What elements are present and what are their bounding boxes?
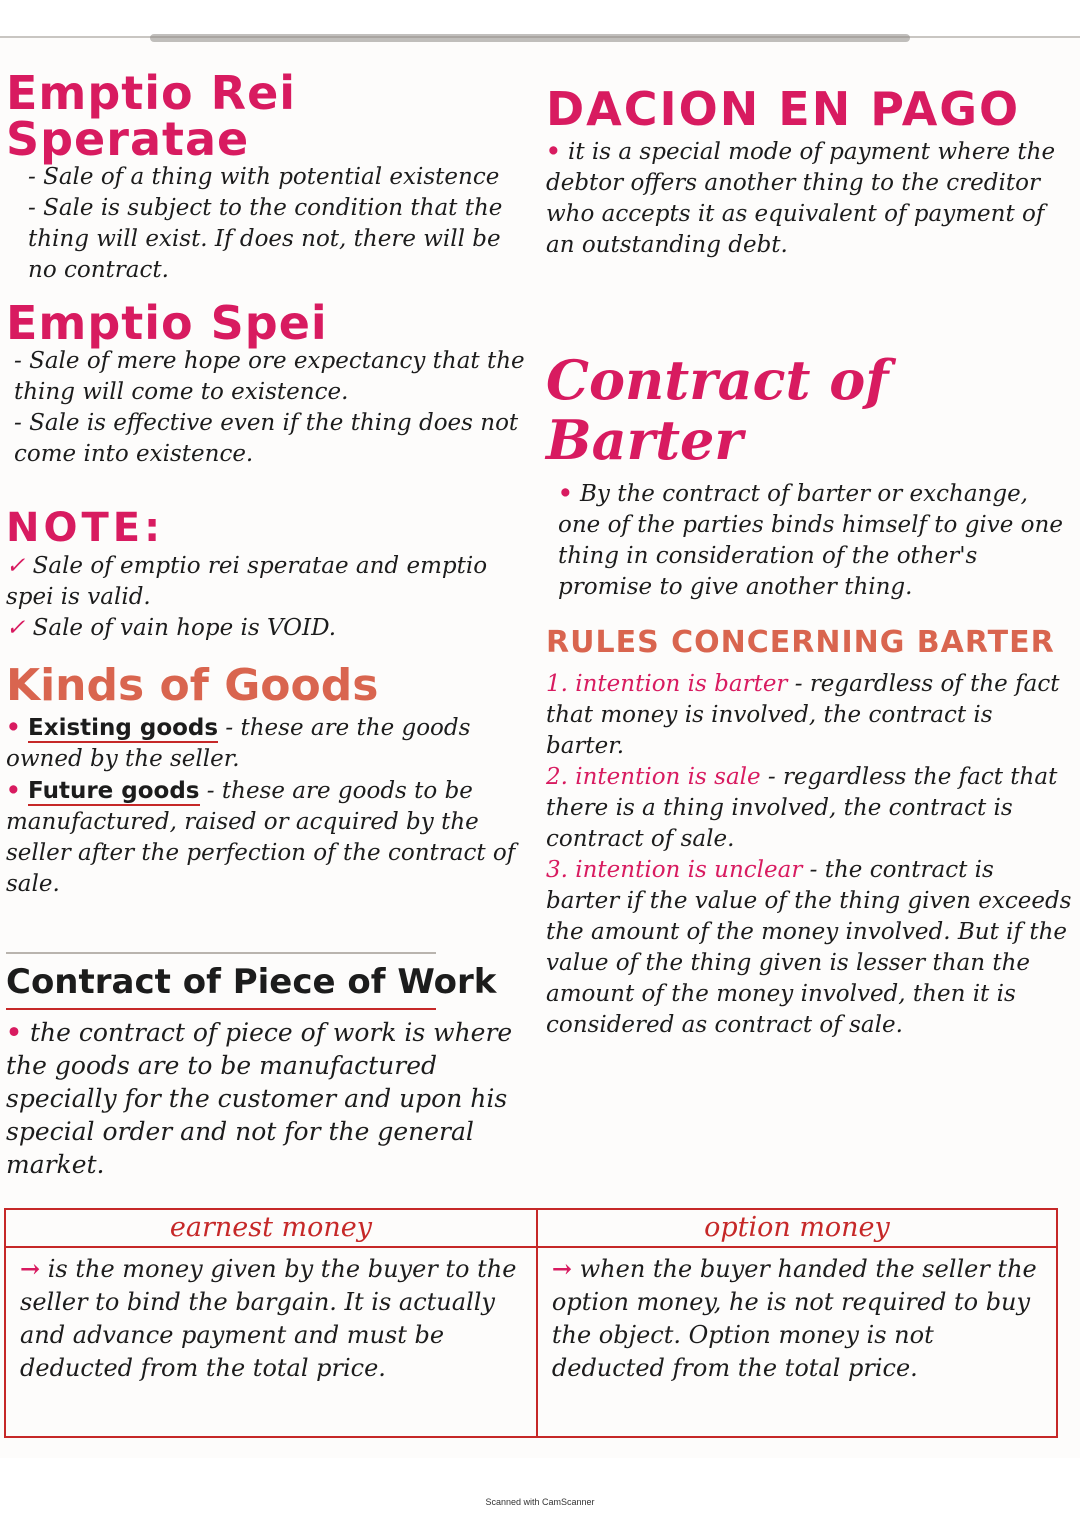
rule-item-1 [546,669,1072,762]
future-goods-item [6,775,534,900]
emptio-spei-line-2: - Sale is effective even if the thing does not come into existence. [14,410,519,467]
bullet-dot-icon: • [558,480,573,507]
rule-text: - regardless of the fact that money is involved, the contract is barter. [546,671,1060,759]
emptio-rei-section [6,66,534,286]
rule-number: 3. [546,857,568,883]
option-money-text: → when the buyer handed the seller the option money, he is not required to buy the object. Option money is not deducted from the total price. [551,1254,1037,1382]
emptio-rei-line-2: - Sale is subject to the condition that the thing will exist. If does not, there will be no contract. [28,195,503,283]
option-money-cell [537,1247,1057,1437]
piece-of-work-title: Contract of Piece of Work [6,962,497,1002]
rule-heading: intention is barter [575,671,788,697]
future-goods-term: Future goods [28,778,200,804]
note-title: NOTE: [6,505,165,551]
note-section [6,505,534,644]
note-item-1 [6,551,534,613]
earnest-money-header: earnest money [5,1209,537,1247]
emptio-spei-title: Emptio Spei [6,296,328,350]
money-comparison-table [4,1208,1058,1438]
emptio-rei-title: Emptio Rei Speratae [6,66,297,166]
barter-title: Contract of Barter [546,348,889,472]
note-item-1-text: Sale of emptio rei speratae and emptio spei is valid. [6,553,488,610]
emptio-spei-section [6,296,534,470]
scanner-watermark: Scanned with CamScanner [485,1497,595,1507]
emptio-spei-line-1: - Sale of mere hope ore expectancy that the thing will come to existence. [14,348,525,405]
title-underline [6,1008,436,1010]
rule-text: - the contract is barter if the value of the thing given exceeds the amount of the money involved. But if the value of the thing given is lesser than the amount of the money involved, then it is considered as contract of sale. [546,857,1072,1038]
torn-edge [150,34,910,42]
rule-item-3 [546,855,1072,1041]
dacion-text: • it is a special mode of payment where the debtor offers another thing to the creditor who accepts it as equivalent of payment of an outstanding debt. [546,138,1056,258]
divider [6,952,436,954]
rule-number: 1. [546,671,568,697]
future-goods-text: - these are goods to be manufactured, raised or acquired by the seller after the perfection of the contract of sale. [6,778,516,897]
arrow-bullet-icon: → [551,1254,572,1283]
dacion-title: DACION EN PAGO [546,82,1021,136]
piece-of-work-section [6,952,534,1181]
existing-goods-term: Existing goods [28,715,219,741]
arrow-bullet-icon: → [20,1254,41,1283]
checkmark-icon: ✓ [6,553,26,579]
barter-text: • By the contract of barter or exchange, one of the parties binds himself to give one thing in consideration of the other's promise to give another thing. [558,480,1063,600]
rule-number: 2. [546,764,568,790]
note-item-2 [6,613,534,644]
existing-goods-item [6,712,534,775]
rules-title: RULES CONCERNING BARTER [546,625,1055,660]
bullet-dot-icon: • [6,1018,22,1047]
rules-section [546,625,1072,1041]
checkmark-icon: ✓ [6,615,26,641]
earnest-money-text: → is the money given by the buyer to the seller to bind the bargain. It is actually and advance payment and must be deducted from the total price. [20,1254,517,1382]
rule-text: - regardless the fact that there is a thing involved, the contract is contract of sale. [546,764,1058,852]
existing-goods-text: - these are the goods owned by the seller. [6,715,471,772]
rule-item-2 [546,762,1072,855]
dacion-section [546,82,1072,261]
rule-heading: intention is unclear [575,857,803,883]
bullet-dot-icon: • [6,777,21,804]
emptio-rei-line-1: - Sale of a thing with potential existence [28,164,500,190]
kinds-of-goods-section [6,660,534,900]
option-money-header: option money [537,1209,1057,1247]
bullet-dot-icon: • [6,714,21,741]
rule-heading: intention is sale [575,764,761,790]
barter-section [546,350,1072,603]
earnest-money-cell [5,1247,537,1437]
note-item-2-text: Sale of vain hope is VOID. [32,615,337,641]
kinds-of-goods-title: Kinds of Goods [6,660,379,711]
piece-of-work-text: • the contract of piece of work is where the goods are to be manufactured specially for the customer and upon his special order and not for the general market. [6,1018,513,1179]
bullet-dot-icon: • [546,138,561,165]
